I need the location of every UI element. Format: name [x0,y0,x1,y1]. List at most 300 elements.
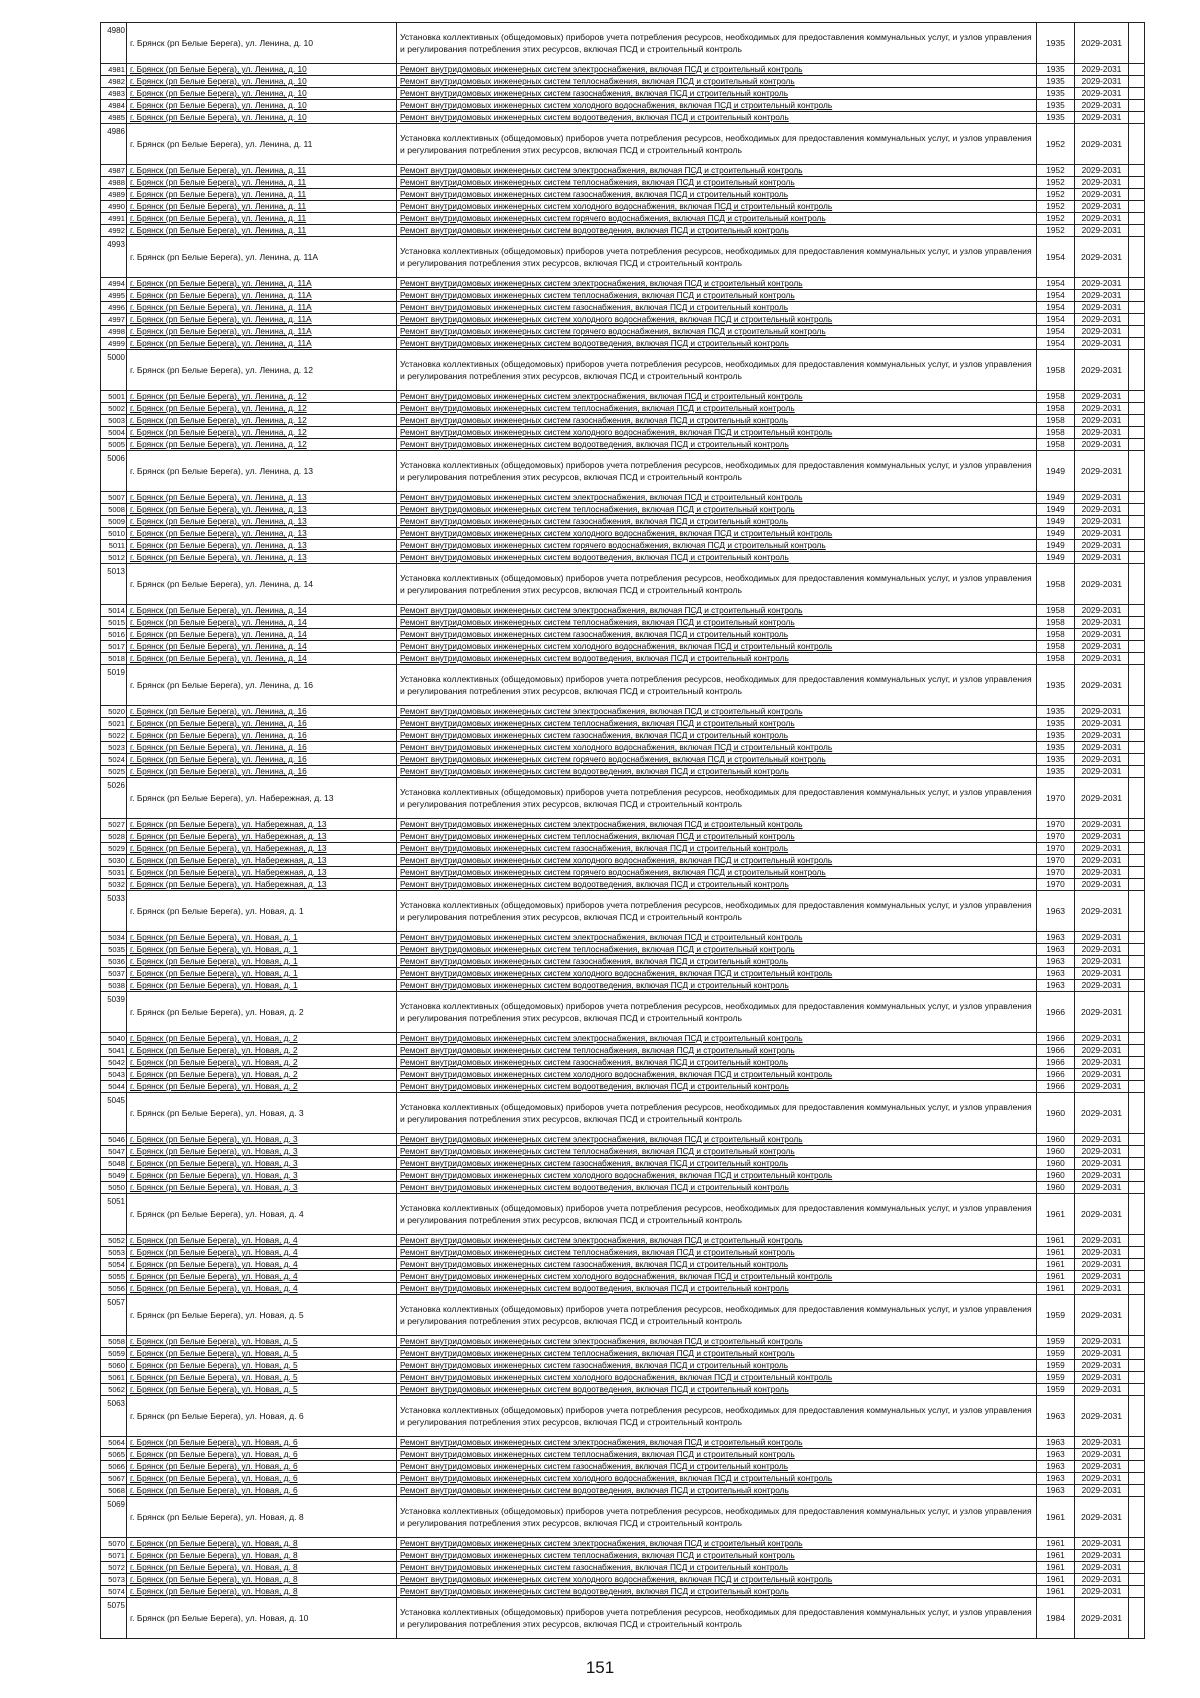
work-type-cell: Ремонт внутридомовых инженерных систем газоснабжения, включая ПСД и строительный контроль [397,1158,1037,1170]
address-cell: г. Брянск (рп Белые Берега), ул. Новая, д. 2 [127,1081,397,1093]
address-cell: г. Брянск (рп Белые Берега), ул. Набережная, д. 13 [127,819,397,831]
table-row [101,1574,1145,1586]
build-year-cell: 1949 [1037,528,1075,540]
empty-cell [1129,516,1145,528]
empty-cell [1129,1360,1145,1372]
address-cell: г. Брянск (рп Белые Берега), ул. Новая, д. 6 [127,1449,397,1461]
address-cell: г. Брянск (рп Белые Берега), ул. Ленина, д. 14 [127,617,397,629]
row-number: 5008 [101,504,127,516]
build-year-cell: 1960 [1037,1170,1075,1182]
empty-cell [1129,326,1145,338]
table-row [101,64,1145,76]
address-cell: г. Брянск (рп Белые Берега), ул. Новая, д. 3 [127,1158,397,1170]
address-cell: г. Брянск (рп Белые Берега), ул. Ленина, д. 14 [127,605,397,617]
row-number: 4994 [101,278,127,290]
empty-cell [1129,1598,1145,1639]
table-row [101,778,1145,819]
empty-cell [1129,1045,1145,1057]
row-number: 5027 [101,819,127,831]
work-type-cell: Ремонт внутридомовых инженерных систем электроснабжения, включая ПСД и строительный контроль [397,706,1037,718]
period-cell: 2029-2031 [1075,391,1129,403]
build-year-cell: 1958 [1037,653,1075,665]
empty-cell [1129,778,1145,819]
period-cell: 2029-2031 [1075,1235,1129,1247]
build-year-cell: 1954 [1037,326,1075,338]
period-cell: 2029-2031 [1075,956,1129,968]
build-year-cell: 1958 [1037,391,1075,403]
row-number: 5066 [101,1461,127,1473]
row-number: 5020 [101,706,127,718]
work-type-cell: Ремонт внутридомовых инженерных систем теплоснабжения, включая ПСД и строительный контроль [397,718,1037,730]
period-cell: 2029-2031 [1075,1093,1129,1134]
empty-cell [1129,855,1145,867]
address-cell: г. Брянск (рп Белые Берега), ул. Ленина, д. 12 [127,439,397,451]
row-number: 5009 [101,516,127,528]
build-year-cell: 1958 [1037,617,1075,629]
address-cell: г. Брянск (рп Белые Берега), ул. Новая, д. 6 [127,1473,397,1485]
table-row [101,1194,1145,1235]
table-row [101,564,1145,605]
empty-cell [1129,1158,1145,1170]
empty-cell [1129,706,1145,718]
row-number: 5022 [101,730,127,742]
address-cell: г. Брянск (рп Белые Берега), ул. Новая, д. 8 [127,1497,397,1538]
row-number: 5068 [101,1485,127,1497]
table-row [101,314,1145,326]
table-row [101,1461,1145,1473]
period-cell: 2029-2031 [1075,177,1129,189]
address-cell: г. Брянск (рп Белые Берега), ул. Ленина, д. 11 [127,189,397,201]
build-year-cell: 1935 [1037,742,1075,754]
empty-cell [1129,932,1145,944]
work-type-cell: Ремонт внутридомовых инженерных систем теплоснабжения, включая ПСД и строительный контроль [397,1348,1037,1360]
work-type-cell: Ремонт внутридомовых инженерных систем холодного водоснабжения, включая ПСД и строительный контроль [397,427,1037,439]
address-cell: г. Брянск (рп Белые Берега), ул. Новая, д. 5 [127,1372,397,1384]
build-year-cell: 1970 [1037,867,1075,879]
work-type-cell: Ремонт внутридомовых инженерных систем горячего водоснабжения, включая ПСД и строительный контроль [397,213,1037,225]
period-cell: 2029-2031 [1075,718,1129,730]
address-cell: г. Брянск (рп Белые Берега), ул. Новая, д. 2 [127,1069,397,1081]
empty-cell [1129,1384,1145,1396]
row-number: 4985 [101,112,127,124]
period-cell: 2029-2031 [1075,278,1129,290]
work-type-cell: Установка коллективных (общедомовых) приборов учета потребления ресурсов, необходимых для предоставления коммунальных услуг, и узлов управления и регулирования потребления этих ресурсов, включая ПСД и строительный контроль [397,1497,1037,1538]
table-row [101,605,1145,617]
period-cell: 2029-2031 [1075,189,1129,201]
work-type-cell: Ремонт внутридомовых инженерных систем газоснабжения, включая ПСД и строительный контроль [397,516,1037,528]
table-row [101,1586,1145,1598]
work-type-cell: Ремонт внутридомовых инженерных систем горячего водоснабжения, включая ПСД и строительный контроль [397,326,1037,338]
row-number: 5010 [101,528,127,540]
build-year-cell: 1961 [1037,1283,1075,1295]
work-type-cell: Ремонт внутридомовых инженерных систем водоотведения, включая ПСД и строительный контроль [397,338,1037,350]
period-cell: 2029-2031 [1075,1134,1129,1146]
address-cell: г. Брянск (рп Белые Берега), ул. Новая, д. 5 [127,1336,397,1348]
work-type-cell: Ремонт внутридомовых инженерных систем водоотведения, включая ПСД и строительный контроль [397,1485,1037,1497]
work-type-cell: Ремонт внутридомовых инженерных систем электроснабжения, включая ПСД и строительный контроль [397,1033,1037,1045]
address-cell: г. Брянск (рп Белые Берега), ул. Новая, д. 3 [127,1093,397,1134]
period-cell: 2029-2031 [1075,1497,1129,1538]
table-row [101,754,1145,766]
address-cell: г. Брянск (рп Белые Берега), ул. Ленина, д. 11А [127,278,397,290]
work-type-cell: Установка коллективных (общедомовых) приборов учета потребления ресурсов, необходимых для предоставления коммунальных услуг, и узлов управления и регулирования потребления этих ресурсов, включая ПСД и строительный контроль [397,778,1037,819]
table-row [101,653,1145,665]
period-cell: 2029-2031 [1075,1069,1129,1081]
address-cell: г. Брянск (рп Белые Берега), ул. Ленина, д. 16 [127,706,397,718]
row-number: 5019 [101,665,127,706]
address-cell: г. Брянск (рп Белые Берега), ул. Ленина, д. 12 [127,350,397,391]
build-year-cell: 1961 [1037,1259,1075,1271]
period-cell: 2029-2031 [1075,552,1129,564]
empty-cell [1129,819,1145,831]
build-year-cell: 1963 [1037,980,1075,992]
period-cell: 2029-2031 [1075,76,1129,88]
build-year-cell: 1935 [1037,730,1075,742]
period-cell: 2029-2031 [1075,843,1129,855]
address-cell: г. Брянск (рп Белые Берега), ул. Ленина, д. 16 [127,742,397,754]
row-number: 5075 [101,1598,127,1639]
build-year-cell: 1954 [1037,302,1075,314]
work-type-cell: Ремонт внутридомовых инженерных систем водоотведения, включая ПСД и строительный контроль [397,980,1037,992]
build-year-cell: 1949 [1037,540,1075,552]
empty-cell [1129,504,1145,516]
build-year-cell: 1952 [1037,201,1075,213]
empty-cell [1129,1146,1145,1158]
empty-cell [1129,540,1145,552]
address-cell: г. Брянск (рп Белые Берега), ул. Новая, д. 4 [127,1194,397,1235]
build-year-cell: 1970 [1037,879,1075,891]
table-row [101,76,1145,88]
empty-cell [1129,1473,1145,1485]
work-type-cell: Ремонт внутридомовых инженерных систем водоотведения, включая ПСД и строительный контроль [397,225,1037,237]
build-year-cell: 1935 [1037,88,1075,100]
table-row [101,944,1145,956]
row-number: 5031 [101,867,127,879]
build-year-cell: 1935 [1037,766,1075,778]
empty-cell [1129,653,1145,665]
period-cell: 2029-2031 [1075,766,1129,778]
build-year-cell: 1958 [1037,427,1075,439]
work-type-cell: Установка коллективных (общедомовых) приборов учета потребления ресурсов, необходимых для предоставления коммунальных услуг, и узлов управления и регулирования потребления этих ресурсов, включая ПСД и строительный контроль [397,1093,1037,1134]
empty-cell [1129,302,1145,314]
row-number: 5059 [101,1348,127,1360]
empty-cell [1129,1461,1145,1473]
build-year-cell: 1984 [1037,1598,1075,1639]
row-number: 5069 [101,1497,127,1538]
row-number: 5058 [101,1336,127,1348]
empty-cell [1129,1170,1145,1182]
build-year-cell: 1961 [1037,1235,1075,1247]
row-number: 4993 [101,237,127,278]
table-row [101,165,1145,177]
table-row [101,100,1145,112]
row-number: 4999 [101,338,127,350]
row-number: 5003 [101,415,127,427]
empty-cell [1129,492,1145,504]
period-cell: 2029-2031 [1075,492,1129,504]
address-cell: г. Брянск (рп Белые Берега), ул. Ленина, д. 14 [127,629,397,641]
work-type-cell: Ремонт внутридомовых инженерных систем газоснабжения, включая ПСД и строительный контроль [397,189,1037,201]
row-number: 5048 [101,1158,127,1170]
row-number: 4981 [101,64,127,76]
empty-cell [1129,766,1145,778]
empty-cell [1129,1562,1145,1574]
address-cell: г. Брянск (рп Белые Берега), ул. Набережная, д. 13 [127,855,397,867]
table-row [101,1235,1145,1247]
row-number: 5063 [101,1396,127,1437]
period-cell: 2029-2031 [1075,1485,1129,1497]
address-cell: г. Брянск (рп Белые Берега), ул. Ленина, д. 11 [127,165,397,177]
address-cell: г. Брянск (рп Белые Берега), ул. Новая, д. 4 [127,1283,397,1295]
build-year-cell: 1963 [1037,1449,1075,1461]
address-cell: г. Брянск (рп Белые Берега), ул. Ленина, д. 13 [127,528,397,540]
row-number: 5026 [101,778,127,819]
empty-cell [1129,665,1145,706]
row-number: 5018 [101,653,127,665]
table-row [101,213,1145,225]
row-number: 4988 [101,177,127,189]
work-type-cell: Ремонт внутридомовых инженерных систем холодного водоснабжения, включая ПСД и строительный контроль [397,742,1037,754]
table-row [101,112,1145,124]
work-type-cell: Установка коллективных (общедомовых) приборов учета потребления ресурсов, необходимых для предоставления коммунальных услуг, и узлов управления и регулирования потребления этих ресурсов, включая ПСД и строительный контроль [397,891,1037,932]
row-number: 4998 [101,326,127,338]
build-year-cell: 1935 [1037,23,1075,64]
address-cell: г. Брянск (рп Белые Берега), ул. Новая, д. 4 [127,1259,397,1271]
build-year-cell: 1959 [1037,1295,1075,1336]
period-cell: 2029-2031 [1075,326,1129,338]
work-type-cell: Ремонт внутридомовых инженерных систем электроснабжения, включая ПСД и строительный контроль [397,492,1037,504]
address-cell: г. Брянск (рп Белые Берега), ул. Новая, д. 5 [127,1360,397,1372]
table-row [101,415,1145,427]
work-type-cell: Ремонт внутридомовых инженерных систем водоотведения, включая ПСД и строительный контроль [397,1182,1037,1194]
table-row [101,1538,1145,1550]
work-type-cell: Установка коллективных (общедомовых) приборов учета потребления ресурсов, необходимых для предоставления коммунальных услуг, и узлов управления и регулирования потребления этих ресурсов, включая ПСД и строительный контроль [397,1295,1037,1336]
table-row [101,706,1145,718]
table-row [101,23,1145,64]
period-cell: 2029-2031 [1075,1586,1129,1598]
work-type-cell: Ремонт внутридомовых инженерных систем холодного водоснабжения, включая ПСД и строительный контроль [397,1069,1037,1081]
address-cell: г. Брянск (рп Белые Берега), ул. Ленина, д. 11А [127,314,397,326]
address-cell: г. Брянск (рп Белые Берега), ул. Ленина, д. 11А [127,302,397,314]
work-type-cell: Установка коллективных (общедомовых) приборов учета потребления ресурсов, необходимых для предоставления коммунальных услуг, и узлов управления и регулирования потребления этих ресурсов, включая ПСД и строительный контроль [397,1598,1037,1639]
period-cell: 2029-2031 [1075,641,1129,653]
empty-cell [1129,1182,1145,1194]
build-year-cell: 1960 [1037,1158,1075,1170]
build-year-cell: 1966 [1037,1033,1075,1045]
work-type-cell: Ремонт внутридомовых инженерных систем холодного водоснабжения, включая ПСД и строительный контроль [397,968,1037,980]
build-year-cell: 1949 [1037,504,1075,516]
work-type-cell: Ремонт внутридомовых инженерных систем теплоснабжения, включая ПСД и строительный контроль [397,504,1037,516]
row-number: 5034 [101,932,127,944]
empty-cell [1129,100,1145,112]
empty-cell [1129,88,1145,100]
build-year-cell: 1959 [1037,1336,1075,1348]
period-cell: 2029-2031 [1075,867,1129,879]
work-type-cell: Ремонт внутридомовых инженерных систем водоотведения, включая ПСД и строительный контроль [397,1586,1037,1598]
period-cell: 2029-2031 [1075,665,1129,706]
build-year-cell: 1958 [1037,564,1075,605]
work-type-cell: Ремонт внутридомовых инженерных систем теплоснабжения, включая ПСД и строительный контроль [397,290,1037,302]
address-cell: г. Брянск (рп Белые Берега), ул. Новая, д. 4 [127,1235,397,1247]
work-type-cell: Ремонт внутридомовых инженерных систем водоотведения, включая ПСД и строительный контроль [397,439,1037,451]
build-year-cell: 1963 [1037,968,1075,980]
period-cell: 2029-2031 [1075,1247,1129,1259]
build-year-cell: 1966 [1037,1069,1075,1081]
empty-cell [1129,177,1145,189]
work-type-cell: Ремонт внутридомовых инженерных систем холодного водоснабжения, включая ПСД и строительный контроль [397,201,1037,213]
table-row [101,492,1145,504]
period-cell: 2029-2031 [1075,564,1129,605]
row-number: 4996 [101,302,127,314]
row-number: 5067 [101,1473,127,1485]
address-cell: г. Брянск (рп Белые Берега), ул. Новая, д. 8 [127,1538,397,1550]
empty-cell [1129,403,1145,415]
table-row [101,451,1145,492]
period-cell: 2029-2031 [1075,1384,1129,1396]
period-cell: 2029-2031 [1075,516,1129,528]
period-cell: 2029-2031 [1075,439,1129,451]
period-cell: 2029-2031 [1075,165,1129,177]
build-year-cell: 1959 [1037,1360,1075,1372]
period-cell: 2029-2031 [1075,290,1129,302]
address-cell: г. Брянск (рп Белые Берега), ул. Набережная, д. 13 [127,778,397,819]
period-cell: 2029-2031 [1075,968,1129,980]
row-number: 5074 [101,1586,127,1598]
address-cell: г. Брянск (рп Белые Берега), ул. Новая, д. 6 [127,1396,397,1437]
empty-cell [1129,1538,1145,1550]
address-cell: г. Брянск (рп Белые Берега), ул. Ленина, д. 11А [127,237,397,278]
address-cell: г. Брянск (рп Белые Берега), ул. Новая, д. 2 [127,1033,397,1045]
table-row [101,1158,1145,1170]
empty-cell [1129,617,1145,629]
work-type-cell: Ремонт внутридомовых инженерных систем горячего водоснабжения, включая ПСД и строительный контроль [397,754,1037,766]
row-number: 4984 [101,100,127,112]
table-row [101,1081,1145,1093]
address-cell: г. Брянск (рп Белые Берега), ул. Ленина, д. 10 [127,112,397,124]
row-number: 5054 [101,1259,127,1271]
table-row [101,338,1145,350]
work-type-cell: Ремонт внутридомовых инженерных систем водоотведения, включая ПСД и строительный контроль [397,552,1037,564]
work-type-cell: Ремонт внутридомовых инженерных систем газоснабжения, включая ПСД и строительный контроль [397,1057,1037,1069]
build-year-cell: 1963 [1037,1473,1075,1485]
table-row [101,278,1145,290]
work-type-cell: Ремонт внутридомовых инженерных систем газоснабжения, включая ПСД и строительный контроль [397,88,1037,100]
table-row [101,843,1145,855]
table-row [101,1336,1145,1348]
work-type-cell: Ремонт внутридомовых инженерных систем холодного водоснабжения, включая ПСД и строительный контроль [397,1170,1037,1182]
build-year-cell: 1935 [1037,754,1075,766]
address-cell: г. Брянск (рп Белые Берега), ул. Новая, д. 6 [127,1437,397,1449]
address-cell: г. Брянск (рп Белые Берега), ул. Новая, д. 4 [127,1271,397,1283]
row-number: 5064 [101,1437,127,1449]
empty-cell [1129,956,1145,968]
empty-cell [1129,1485,1145,1497]
empty-cell [1129,1449,1145,1461]
empty-cell [1129,843,1145,855]
address-cell: г. Брянск (рп Белые Берега), ул. Ленина, д. 12 [127,415,397,427]
page-number: 151 [585,1658,615,1677]
build-year-cell: 1966 [1037,1045,1075,1057]
row-number: 5052 [101,1235,127,1247]
period-cell: 2029-2031 [1075,730,1129,742]
row-number: 5037 [101,968,127,980]
build-year-cell: 1954 [1037,338,1075,350]
work-type-cell: Ремонт внутридомовых инженерных систем холодного водоснабжения, включая ПСД и строительный контроль [397,1574,1037,1586]
build-year-cell: 1961 [1037,1194,1075,1235]
empty-cell [1129,1348,1145,1360]
table-row [101,177,1145,189]
table-row [101,1259,1145,1271]
row-number: 5036 [101,956,127,968]
period-cell: 2029-2031 [1075,1271,1129,1283]
address-cell: г. Брянск (рп Белые Берега), ул. Ленина, д. 11 [127,201,397,213]
work-type-cell: Ремонт внутридомовых инженерных систем теплоснабжения, включая ПСД и строительный контроль [397,1146,1037,1158]
row-number: 5055 [101,1271,127,1283]
table-row [101,956,1145,968]
work-type-cell: Ремонт внутридомовых инженерных систем газоснабжения, включая ПСД и строительный контроль [397,730,1037,742]
period-cell: 2029-2031 [1075,225,1129,237]
empty-cell [1129,1295,1145,1336]
build-year-cell: 1954 [1037,314,1075,326]
table-row [101,302,1145,314]
period-cell: 2029-2031 [1075,100,1129,112]
build-year-cell: 1954 [1037,290,1075,302]
work-type-cell: Ремонт внутридомовых инженерных систем газоснабжения, включая ПСД и строительный контроль [397,415,1037,427]
row-number: 5053 [101,1247,127,1259]
address-cell: г. Брянск (рп Белые Берега), ул. Новая, д. 8 [127,1562,397,1574]
address-cell: г. Брянск (рп Белые Берега), ул. Набережная, д. 13 [127,843,397,855]
table-row [101,391,1145,403]
address-cell: г. Брянск (рп Белые Берега), ул. Ленина, д. 12 [127,427,397,439]
table-row [101,528,1145,540]
table-row [101,980,1145,992]
build-year-cell: 1952 [1037,225,1075,237]
address-cell: г. Брянск (рп Белые Берега), ул. Ленина, д. 13 [127,540,397,552]
address-cell: г. Брянск (рп Белые Берега), ул. Ленина, д. 10 [127,64,397,76]
row-number: 5021 [101,718,127,730]
table-row [101,516,1145,528]
row-number: 5017 [101,641,127,653]
work-type-cell: Ремонт внутридомовых инженерных систем холодного водоснабжения, включая ПСД и строительный контроль [397,100,1037,112]
period-cell: 2029-2031 [1075,819,1129,831]
address-cell: г. Брянск (рп Белые Берега), ул. Ленина, д. 10 [127,76,397,88]
row-number: 5057 [101,1295,127,1336]
work-type-cell: Ремонт внутридомовых инженерных систем холодного водоснабжения, включая ПСД и строительный контроль [397,641,1037,653]
row-number: 5032 [101,879,127,891]
table-row [101,439,1145,451]
work-type-cell: Ремонт внутридомовых инженерных систем теплоснабжения, включая ПСД и строительный контроль [397,944,1037,956]
period-cell: 2029-2031 [1075,528,1129,540]
row-number: 5025 [101,766,127,778]
period-cell: 2029-2031 [1075,778,1129,819]
address-cell: г. Брянск (рп Белые Берега), ул. Ленина, д. 13 [127,552,397,564]
table-row [101,1295,1145,1336]
empty-cell [1129,564,1145,605]
table-row [101,867,1145,879]
period-cell: 2029-2031 [1075,1057,1129,1069]
period-cell: 2029-2031 [1075,1598,1129,1639]
row-number: 5062 [101,1384,127,1396]
build-year-cell: 1935 [1037,665,1075,706]
period-cell: 2029-2031 [1075,338,1129,350]
address-cell: г. Брянск (рп Белые Берега), ул. Ленина, д. 10 [127,23,397,64]
table-row [101,992,1145,1033]
build-year-cell: 1960 [1037,1093,1075,1134]
work-type-cell: Ремонт внутридомовых инженерных систем водоотведения, включая ПСД и строительный контроль [397,766,1037,778]
row-number: 4982 [101,76,127,88]
empty-cell [1129,290,1145,302]
row-number: 5014 [101,605,127,617]
